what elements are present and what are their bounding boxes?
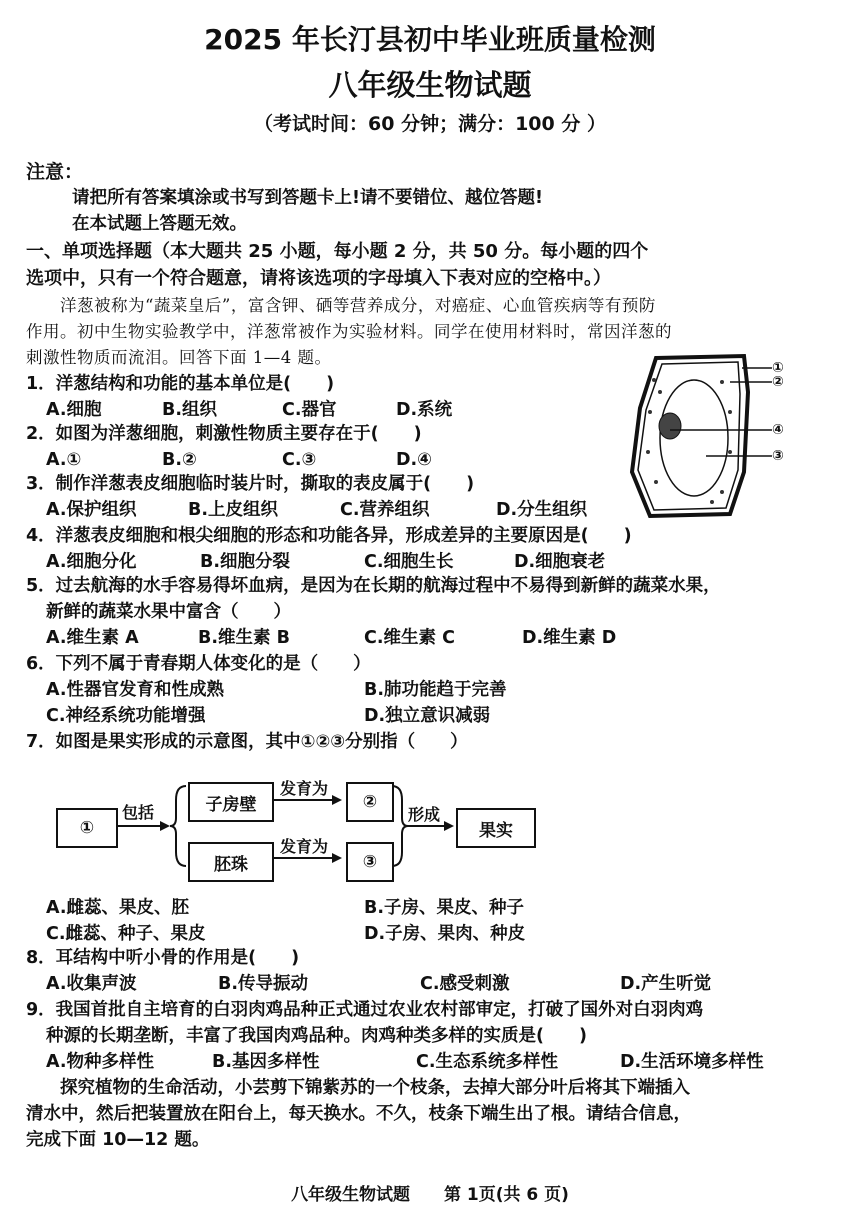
passage2-line3: 完成下面 10—12 题。 [26,1130,210,1150]
q2-option-b: B.② [162,450,197,470]
q1-option-c: C.器官 [282,400,337,420]
q4-option-a: A.细胞分化 [46,552,137,572]
q6-option-c: C.神经系统功能增强 [46,706,206,726]
q2-option-a: A.① [46,450,82,470]
q9-stem-2: 种源的长期垄断，丰富了我国肉鸡品种。肉鸡种类多样的实质是( ) [46,1026,587,1046]
q4-option-b: B.细胞分裂 [200,552,290,572]
diagram-box-2: ② [346,782,394,822]
q2-stem: 2．如图为洋葱细胞，刺激性物质主要存在于( ) [26,424,422,444]
diagram-box-fruit: 果实 [456,808,536,848]
q5-option-b: B.维生素 B [198,628,290,648]
q9-option-a: A.物种多样性 [46,1052,155,1072]
q3-option-b: B.上皮组织 [188,500,278,520]
onion-cell-diagram [626,352,786,520]
cell-label-1: ① [772,360,784,376]
passage1-line1: 洋葱被称为“蔬菜皇后”，富含钾、硒等营养成分，对癌症、心血管疾病等有预防 [60,296,656,315]
notice-line2: 在本试题上答题无效。 [72,214,247,234]
notice-line1: 请把所有答案填涂或书写到答题卡上!请不要错位、越位答题! [72,188,543,208]
exam-subject: 八年级生物试题 [328,68,532,102]
exam-info: （考试时间：60 分钟；满分：100 分 ） [254,113,606,135]
q5-option-d: D.维生素 D [522,628,617,648]
q3-option-c: C.营养组织 [340,500,430,520]
q1-option-a: A.细胞 [46,400,102,420]
notice-heading: 注意： [26,161,84,183]
diagram-box-ovule: 胚珠 [188,842,274,882]
q6-option-b: B.肺功能趋于完善 [364,680,507,700]
diagram-label-include: 包括 [122,803,155,822]
q6-option-a: A.性器官发育和性成熟 [46,680,225,700]
q6-option-d: D.独立意识减弱 [364,706,491,726]
section1-line1: 一、单项选择题（本大题共 25 小题，每小题 2 分，共 50 分。每小题的四个 [26,241,649,262]
q6-stem: 6．下列不属于青春期人体变化的是（ ） [26,654,371,674]
q8-option-c: C.感受刺激 [420,974,510,994]
q3-option-d: D.分生组织 [496,500,588,520]
q9-option-c: C.生态系统多样性 [416,1052,558,1072]
q8-stem: 8．耳结构中听小骨的作用是( ) [26,948,300,968]
q7-option-d: D.子房、果肉、种皮 [364,924,526,944]
q5-stem-2: 新鲜的蔬菜水果中富含（ ） [46,602,291,622]
nucleus [659,413,681,439]
cell-label-2: ② [772,374,784,390]
passage1-line2: 作用。初中生物实验教学中，洋葱常被作为实验材料。同学在使用材料时，常因洋葱的 [26,322,672,341]
q1-stem: 1．洋葱结构和功能的基本单位是( ) [26,374,335,394]
q5-option-a: A.维生素 A [46,628,139,648]
passage1-line3: 刺激性物质而流泪。回答下面 1—4 题。 [26,348,332,367]
diagram-box-ovary-wall: 子房壁 [188,782,274,822]
q1-option-d: D.系统 [396,400,453,420]
diagram-label-develop-1: 发育为 [280,779,329,798]
q9-option-d: D.生活环境多样性 [620,1052,764,1072]
q4-option-d: D.细胞衰老 [514,552,606,572]
diagram-label-form: 形成 [408,805,441,824]
diagram-box-1: ① [56,808,118,848]
q3-stem: 3．制作洋葱表皮细胞临时装片时，撕取的表皮属于( ) [26,474,475,494]
exam-title: 2025 年长汀县初中毕业班质量检测 [204,23,656,56]
q9-stem-1: 9．我国首批自主培育的白羽肉鸡品种正式通过农业农村部审定，打破了国外对白羽肉鸡 [26,1000,704,1020]
q9-option-b: B.基因多样性 [212,1052,320,1072]
q4-option-c: C.细胞生长 [364,552,454,572]
fruit-formation-diagram [0,770,860,890]
passage2-line1: 探究植物的生命活动，小芸剪下锦紫苏的一个枝条，去掉大部分叶后将其下端插入 [60,1078,690,1098]
diagram-label-develop-2: 发育为 [280,837,329,856]
section1-line2: 选项中，只有一个符合题意，请将该选项的字母填入下表对应的空格中。） [26,268,611,289]
diagram-connectors [0,770,860,890]
cell-label-3: ③ [772,448,784,464]
q8-option-a: A.收集声波 [46,974,137,994]
q8-option-b: B.传导振动 [218,974,308,994]
q7-option-a: A.雌蕊、果皮、胚 [46,898,190,918]
diagram-box-3: ③ [346,842,394,882]
q8-option-d: D.产生听觉 [620,974,712,994]
q3-option-a: A.保护组织 [46,500,137,520]
footer-subject: 八年级生物试题 [291,1185,411,1205]
q7-stem: 7．如图是果实形成的示意图，其中①②③分别指（ ） [26,732,468,752]
q5-stem-1: 5．过去航海的水手容易得坏血病，是因为在长期的航海过程中不易得到新鲜的蔬菜水果， [26,576,721,596]
page-footer [0,1180,860,1205]
footer-page: 第 1页(共 6 页) [443,1185,569,1205]
q7-option-b: B.子房、果皮、种子 [364,898,524,918]
passage2-line2: 清水中，然后把装置放在阳台上，每天换水。不久，枝条下端生出了根。请结合信息， [26,1104,691,1124]
cell-label-4: ④ [772,422,784,438]
q1-option-b: B.组织 [162,400,217,420]
q7-option-c: C.雌蕊、种子、果皮 [46,924,206,944]
q4-stem: 4．洋葱表皮细胞和根尖细胞的形态和功能各异，形成差异的主要原因是( ) [26,526,632,546]
q2-option-c: C.③ [282,450,317,470]
q5-option-c: C.维生素 C [364,628,455,648]
q2-option-d: D.④ [396,450,432,470]
